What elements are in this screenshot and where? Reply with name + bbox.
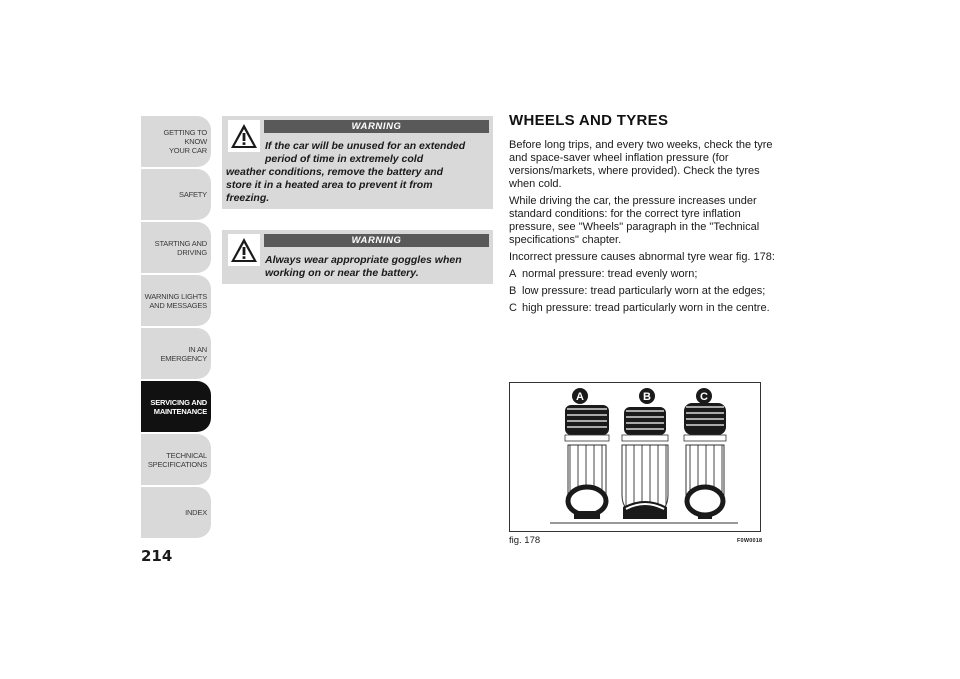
warning-triangle-icon <box>228 234 260 266</box>
warning-box-goggles <box>222 230 493 284</box>
tyre-wear-figure <box>509 382 761 532</box>
warning-text-line-3: weather conditions, remove the battery and <box>226 166 444 178</box>
figure-caption: fig. 178 <box>509 535 541 546</box>
tab-label: IN AN EMERGENCY <box>160 344 207 363</box>
tab-label: TECHNICAL SPECIFICATIONS <box>147 450 207 469</box>
tab-label: SAFETY <box>179 190 207 199</box>
list-key: C <box>509 302 517 314</box>
tyre-a <box>565 405 609 519</box>
tab-servicing-and-maintenance[interactable] <box>141 381 211 432</box>
tab-starting-and-driving[interactable] <box>141 222 211 273</box>
tab-warning-lights[interactable] <box>141 275 211 326</box>
label-b-badge <box>639 388 655 404</box>
warning-text-line-4: store it in a heated area to prevent it from <box>226 179 433 191</box>
list-key: A <box>509 268 517 280</box>
tab-technical-specifications[interactable] <box>141 434 211 485</box>
warning-title: WARNING <box>264 234 489 247</box>
warning-text-indented-2: working on or near the battery. <box>265 267 419 279</box>
tab-index[interactable] <box>141 487 211 538</box>
label-a: A <box>576 391 584 403</box>
warning-triangle-icon <box>228 120 260 152</box>
tyre-wear-illustration <box>510 383 760 531</box>
section-body <box>509 139 779 319</box>
tab-label: GETTING TO KNOW YOUR CAR <box>163 128 207 155</box>
tyre-c <box>684 403 726 519</box>
tab-safety[interactable] <box>141 169 211 220</box>
tab-label: WARNING LIGHTS AND MESSAGES <box>144 291 207 310</box>
tab-label: INDEX <box>185 508 207 517</box>
label-c-badge <box>696 388 712 404</box>
list-text: high pressure: tread particularly worn in the centre. <box>522 302 770 314</box>
paragraph: Incorrect pressure causes abnormal tyre wear fig. 178: <box>509 251 775 263</box>
list-item <box>509 285 779 298</box>
tab-getting-to-know-your-car[interactable] <box>141 116 211 167</box>
list-text: low pressure: tread particularly worn at the edges; <box>522 285 766 297</box>
paragraph: Before long trips, and every two weeks, check the tyre and space-saver wheel inflation pressure (for versions/markets, where provided). Check the tyres when cold. <box>509 139 773 190</box>
figure-code: F0W0018 <box>737 538 763 544</box>
list-text: normal pressure: tread evenly worn; <box>522 268 698 280</box>
section-heading: WHEELS AND TYRES <box>509 112 669 129</box>
tab-in-an-emergency[interactable] <box>141 328 211 379</box>
list-key: B <box>509 285 517 297</box>
paragraph: While driving the car, the pressure increases under standard conditions: for the correct tyre inflation pressure, see "Wheels" paragraph in the "Technical specifications" chapter. <box>509 195 760 246</box>
tab-label: SERVICING AND MAINTENANCE <box>150 397 207 416</box>
warning-text-indented-1: If the car will be unused for an extended <box>265 140 466 152</box>
warning-text-indented-2: period of time in extremely cold <box>265 153 424 165</box>
list-item <box>509 268 779 281</box>
warning-text-indented-1: Always wear appropriate goggles when <box>265 254 462 266</box>
warning-box-battery-storage <box>222 116 493 209</box>
label-a-badge <box>572 388 588 404</box>
list-item <box>509 302 779 315</box>
warning-text-line-5: freezing. <box>226 192 270 204</box>
label-c: C <box>700 391 708 403</box>
page-number: 214 <box>141 547 173 565</box>
tyre-b <box>622 407 668 519</box>
tab-label: STARTING AND DRIVING <box>154 238 207 257</box>
label-b: B <box>643 391 651 403</box>
warning-title: WARNING <box>264 120 489 133</box>
